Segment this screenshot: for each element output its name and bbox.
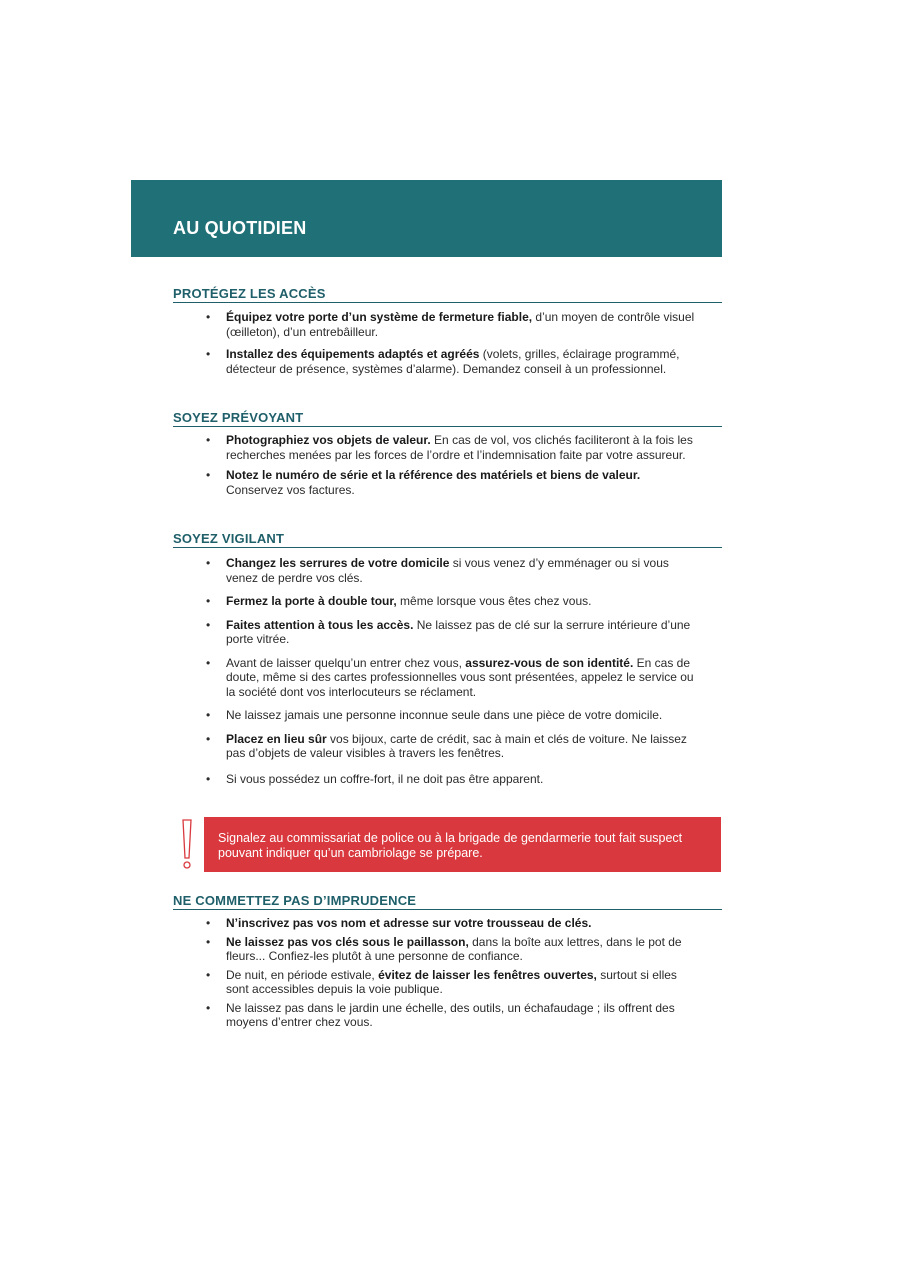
list-item: • Fermez la porte à double tour, même lorsque vous êtes chez vous. bbox=[206, 594, 592, 608]
list-item: • Faites attention à tous les accès. Ne laissez pas de clé sur la serrure intérieure d’une porte vitrée. bbox=[206, 617, 691, 646]
list-item: • Équipez votre porte d’un système de fermeture fiable, d’un moyen de contrôle visuel (œilleton), d’un entrebâilleur. bbox=[206, 310, 695, 339]
section-title: PROTÉGEZ LES ACCÈS bbox=[173, 286, 722, 303]
section-soyez-vigilant bbox=[173, 531, 722, 786]
section-title: SOYEZ PRÉVOYANT bbox=[173, 410, 722, 427]
list-item: • Si vous possédez un coffre-fort, il ne doit pas être apparent. bbox=[206, 771, 544, 786]
section-protegez-acces bbox=[173, 286, 722, 376]
alert-box bbox=[204, 817, 721, 872]
section-banner bbox=[131, 180, 722, 257]
list-item: • Ne laissez pas dans le jardin une échelle, des outils, un échafaudage ; ils offrent des moyens d’entrer chez vous. bbox=[206, 1000, 675, 1029]
list-item: • De nuit, en période estivale, évitez de laisser les fenêtres ouvertes, surtout si elles sont accessibles depuis la voie publique. bbox=[206, 967, 677, 996]
list-item: • Photographiez vos objets de valeur. En cas de vol, vos clichés faciliteront à la fois les recherches menées par les forces de l’ordre et l’indemnisation faite par votre assureur. bbox=[206, 433, 693, 462]
list-item: • N’inscrivez pas vos nom et adresse sur votre trousseau de clés. bbox=[206, 916, 592, 930]
list-item: • Ne laissez pas vos clés sous le paillasson, dans la boîte aux lettres, dans le pot de fleurs... Confiez-les plutôt à une personne de confiance. bbox=[206, 934, 682, 963]
section-title: SOYEZ VIGILANT bbox=[173, 531, 722, 548]
section-soyez-prevoyant bbox=[173, 410, 722, 497]
section-ne-commettez-pas bbox=[173, 893, 722, 1030]
alert-text: Signalez au commissariat de police ou à la brigade de gendarmerie tout fait suspect pouvant indiquer qu’un cambriolage se prépare. bbox=[218, 831, 683, 860]
exclamation-icon bbox=[180, 818, 194, 870]
section-title: NE COMMETTEZ PAS D’IMPRUDENCE bbox=[173, 893, 722, 910]
banner-title: AU QUOTIDIEN bbox=[173, 218, 307, 238]
list-item: • Notez le numéro de série et la référence des matériels et biens de valeur. Conservez vos factures. bbox=[206, 468, 641, 497]
list-item: • Placez en lieu sûr vos bijoux, carte de crédit, sac à main et clés de voiture. Ne laissez pas d’objets de valeur visibles à travers les fenêtres. bbox=[206, 731, 687, 760]
list-item: • Installez des équipements adaptés et agréés (volets, grilles, éclairage programmé, détecteur de présence, systèmes d’alarme). Demandez conseil à un professionnel. bbox=[206, 347, 680, 376]
list-item: • Changez les serrures de votre domicile si vous venez d’y emménager ou si vous venez de perdre vos clés. bbox=[206, 556, 669, 585]
list-item: • Avant de laisser quelqu’un entrer chez vous, assurez-vous de son identité. En cas de doute, même si des cartes professionnelles vous sont présentées, appelez le service ou la société dont vos interlocuteurs se réclament. bbox=[206, 655, 694, 699]
list-item: • Ne laissez jamais une personne inconnue seule dans une pièce de votre domicile. bbox=[206, 708, 663, 722]
